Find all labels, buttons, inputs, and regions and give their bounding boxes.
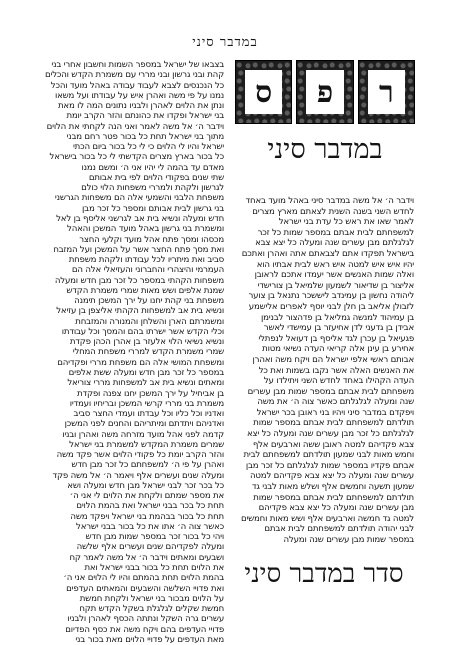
text-line: שמעון תשעה וחמשים אלף ושלש מאות לבני גד [251, 482, 414, 493]
book-title: במדבר סיני [267, 134, 383, 165]
text-line: בני גרשון לבית אבותם ומספר כל זכר מבן [82, 203, 224, 214]
text-line: לזבולן אליאב בן חלן לבני יוסף לאפרים אלישמע [248, 301, 414, 312]
text-line: כל בכור בארץ מצרים הקדשתי לי כל בכור בישראל [49, 152, 224, 163]
text-line: בצבאו של ישראל במספר השמות וחשבון אחרי בני [51, 60, 224, 70]
text-line: ומשפחת המושי אלה הם משפחת מררי ופקדיהם [57, 357, 224, 368]
text-line: אבותם ראשי אלפי ישראל הם ויקח משה ואהרן [252, 354, 414, 365]
text-line: קדמה לפני אהל מועד מזרחה משה ואהרן ובניו [62, 429, 224, 440]
text-line: עשרים שנה ומעלה כל יצא צבא פקדיהם למטה [250, 471, 414, 482]
text-line: ואהרן על פי ה׳ למשפחתם כל זכר מבן חדש [71, 460, 224, 471]
text-line: תחת כל בכור בבהמת בני ישראל ויפקד משה [70, 511, 224, 522]
text-line: חדש ומעלה ונשיא בית אב לגרשני אליסף בן לאל [56, 213, 224, 224]
text-line: ואת מסך פתח החצר אשר על המשכן ועל המזבח [53, 244, 224, 255]
ornament-box-middle [296, 60, 353, 124]
text-line: ואת פדויי השלשה והשבעים והמאתים העדפים [66, 583, 224, 594]
text-line: משפחת הלבני והשמעי אלה הם משפחות הגרשני [54, 193, 224, 204]
text-line: עשרים גרה השקל ונתתה הכסף לאהרן ולבניו [67, 614, 224, 625]
text-line: ומעלה לפקדיהם שנים ועשרים אלף שלשה [76, 542, 224, 553]
text-line: משמרת בני מררי קרשי המשכן ובריחיו ועמדיו [69, 398, 224, 409]
text-line: כל הנכנסים לצבא לעבוד עבודה באהל מועד והכל [50, 80, 224, 91]
text-line: מכסהו ומסך פתח אהל מועד וקלעי החצר [79, 234, 224, 245]
text-line: ואלה שמות האנשים אשר יעמדו אתכם לראובן [254, 270, 414, 281]
ornament-letter: פ [306, 70, 343, 114]
text-line: על הלוים מבכור בני ישראל ולקחת חמשת [79, 593, 224, 604]
text-line: והזר הקרב יומת כל פקודי הלוים אשר פקד משה [56, 450, 224, 461]
text-line: כל בכר זכר לבני ישראל מבן חדש ומעלה ושא [67, 480, 224, 491]
text-line: שמרי משמרת הקדש למררי משפחת המחלי [72, 347, 224, 358]
text-line: וחמש מאות לבני שמעון תולדתם למשפחתם לבית [243, 450, 414, 461]
text-line: וידבר ה׳ אל משה במדבר סיני באהל מועד באחד [245, 196, 414, 206]
text-line: במספר כל זכר מבן חדש ומעלה ששת אלפים [68, 367, 224, 378]
right-text-column [232, 196, 414, 546]
text-line: בני ישראל ופקדו את כהונתם והזר הקרב יומת [66, 111, 224, 122]
text-line: אבתם פקדיו במספר שמות לגלגלתם כל זכר מבן [245, 460, 414, 471]
text-line: ונשיא נשיאי הלוי אלעזר בן אהרן הכהן פקדת [69, 337, 224, 348]
text-line: כאשר צוה ה׳ אתו את כל בכור בבני ישראל [76, 521, 224, 532]
text-line: לבני יהודה תולדתם למשפחתם לבית אבתם [264, 524, 414, 535]
text-line: נמנו על פי משה ואהרן איש על עבודתו ועל משאו [54, 90, 224, 101]
text-line: ומאתים ונשיא בית אב למשפחות מררי צוריאל [67, 378, 224, 389]
text-line: ואדניו וכל כליו וכל עבדתו ועמדי החצר סביב [73, 409, 224, 420]
text-line: את מספר שמתם ולקחת את הלוים לי אני ה׳ [69, 491, 224, 502]
text-line: ומעלה שנים ועשרים אלף ויאמר ה׳ אל משה פקד [52, 470, 224, 481]
text-line: תולדתם למשפחתם לבית אבתם במספר שמות [253, 418, 414, 429]
section-title: סדר במדבר סיני [244, 559, 404, 589]
text-line: למטה גד חמשה וארבעים אלף ושש מאות וחמשים [240, 513, 414, 524]
text-line: ומשמרתם הארן והשלחן והמנורה והמזבחת [75, 316, 224, 327]
text-line: ויהי כל בכור זכר במספר שמות מבן חדש [85, 532, 224, 543]
text-line: וכלי הקדש אשר ישרתו בהם והמסך וכל עבודתו [61, 326, 224, 337]
text-line: אבידן בן גדעני לדן אחיעזר בן עמישדי לאשר [263, 323, 414, 334]
text-line: אחירע בן עינן אלה קריאי העדה נשיאי מטות [262, 344, 414, 355]
text-line: שמנת אלפים ושש מאות שמרי משמרת הקדש [66, 285, 224, 296]
text-line: בן אביחיל על ירך המשכן יחנו צפנה ופקדת [77, 388, 224, 399]
text-line: פדויי העדפים בהם ויקח משה את כסף הפדיום [65, 624, 224, 635]
text-line: לגרשון ולקהת ולמררי משפחות הלוי כולם [81, 183, 224, 194]
ornament-letter: ס [245, 70, 282, 114]
text-line: ויפקדם במדבר סיני ויהיו בני ראובן בכר ישראל [256, 407, 414, 418]
text-line: חמשת שקלים לגלגלת בשקל הקדש תקח [79, 604, 224, 615]
text-line: לחדש השני בשנה השנית לצאתם מארץ מצרים [252, 206, 414, 217]
text-line: צבא פקדיהם למטה ראובן ששה וארבעים אלף [252, 439, 414, 450]
running-head: במדבר סיני [192, 35, 258, 50]
text-line: וידבר ה׳ אל משה לאמר ואני הנה לקחתי את הלוים [46, 121, 224, 132]
text-line: שמרים משמרת המקדש למשמרת בני ישראל [69, 439, 224, 450]
text-line: משפחתם לבית אבתם במספר שמות מבן עשרים [247, 386, 414, 397]
text-line: למשפחתם לבית אבתם במספר שמות כל זכר [257, 227, 414, 238]
text-line: ושבעים ומאתים וידבר ה׳ אל משה לאמר קח [69, 552, 224, 563]
ornament-box-left [358, 60, 415, 124]
text-line: ואדניהם ויתדתם ומיתריהם והחנים לפני המשכן [64, 419, 224, 430]
text-line: מתוך בני ישראל תחת כל בכור פטר רחם מבני [66, 131, 224, 142]
text-line: תולדתם למשפחתם לבית אבתם במספר שמות [253, 492, 414, 503]
text-line: את הלוים תחת כל בכור בבני ישראל ואת [84, 563, 224, 574]
left-text-column [36, 60, 224, 645]
text-line: העמרמי והיצהרי והחברוני והעזיאלי אלה הם [71, 265, 224, 276]
text-line: תחת כל בכר בבני ישראל ואת בהמת הלוים [76, 501, 224, 512]
text-line: קהת ובני גרשון ובני מררי עם משמרת הקדש והכלים [44, 70, 224, 81]
text-line: שנה ומעלה לגלגלתם כאשר צוה ה׳ את משה [257, 397, 414, 408]
text-line: מאדם עד בהמה לי יהיו אני ה׳ ומשם נמנו [81, 162, 224, 173]
text-line: ונשיא בית אב למשפחות הקהתי אליצפן בן עזיאל [56, 306, 224, 317]
text-line: ליהודה נחשון בן עמינדב ליששכר נתנאל בן צוער [248, 291, 414, 302]
text-line: שתי שנים בפקודי הלוים לפי בית אבותם [88, 172, 224, 183]
text-line: ומשמרת בני גרשון באהל מועד המשכן והאהל [67, 224, 224, 235]
ornamental-title-block [235, 60, 415, 124]
text-line: משפחות הקהתי במספר כל זכר מבן חדש ומעלה [54, 275, 224, 286]
text-line: לגלגלתם כל זכר מבן עשרים שנה ומעלה כל יצא [246, 429, 414, 440]
text-line: אליצור בן שדיאור לשמעון שלמיאל בן צורישדי [257, 280, 414, 291]
text-line: לאמר שאו את ראש כל עדת בני ישראל [278, 217, 414, 228]
text-line: מבן עשרים שנה ומעלה כל יצא צבא פקדיהם [258, 503, 414, 514]
text-line: בן עמיהוד למנשה גמליאל בן פדהצור לבנימן [260, 312, 414, 323]
text-line: פגעיאל בן עכרן לגד אליסף בן דעואל לנפתלי [258, 333, 414, 344]
text-line: משפחת בני קהת יחנו על ירך המשכן תימנה [74, 296, 224, 307]
text-line: סביב ואת מיתריו לכל עבודתו ולקהת משפחת [68, 255, 224, 266]
text-line: לגלגלתם מבן עשרים שנה ומעלה כל יצא צבא [255, 238, 414, 249]
text-line: ונתן את הלוים לאהרן ולבניו נתונים המה לו מאת [57, 101, 224, 112]
text-line: במספר שמות מבן עשרים שנה ומעלה [283, 535, 414, 545]
text-line: בישראל תפקדו אתם לצבאתם אתה ואהרן ואתכם [241, 248, 414, 259]
text-line: את האנשים האלה אשר נקבו בשמות ואת כל [258, 365, 414, 376]
ornament-letter: ר [368, 70, 405, 114]
text-line: בהמת הלוים תחת בהמתם והיו לי הלוים אני ה׳ [63, 573, 224, 584]
ornament-box-right [235, 60, 292, 124]
text-line: מאת העדפים על פדויי הלוים מאת בכור בני [75, 634, 224, 645]
text-line: ישראל והיו לי הלוים כי לי כל בכור ביום הכתי [72, 142, 224, 153]
text-line: העדה הקהילו באחד לחדש השני ויתילדו על [263, 376, 414, 387]
text-line: יהיו איש איש למטה איש ראש לבית אבתיו הוא [256, 259, 414, 270]
